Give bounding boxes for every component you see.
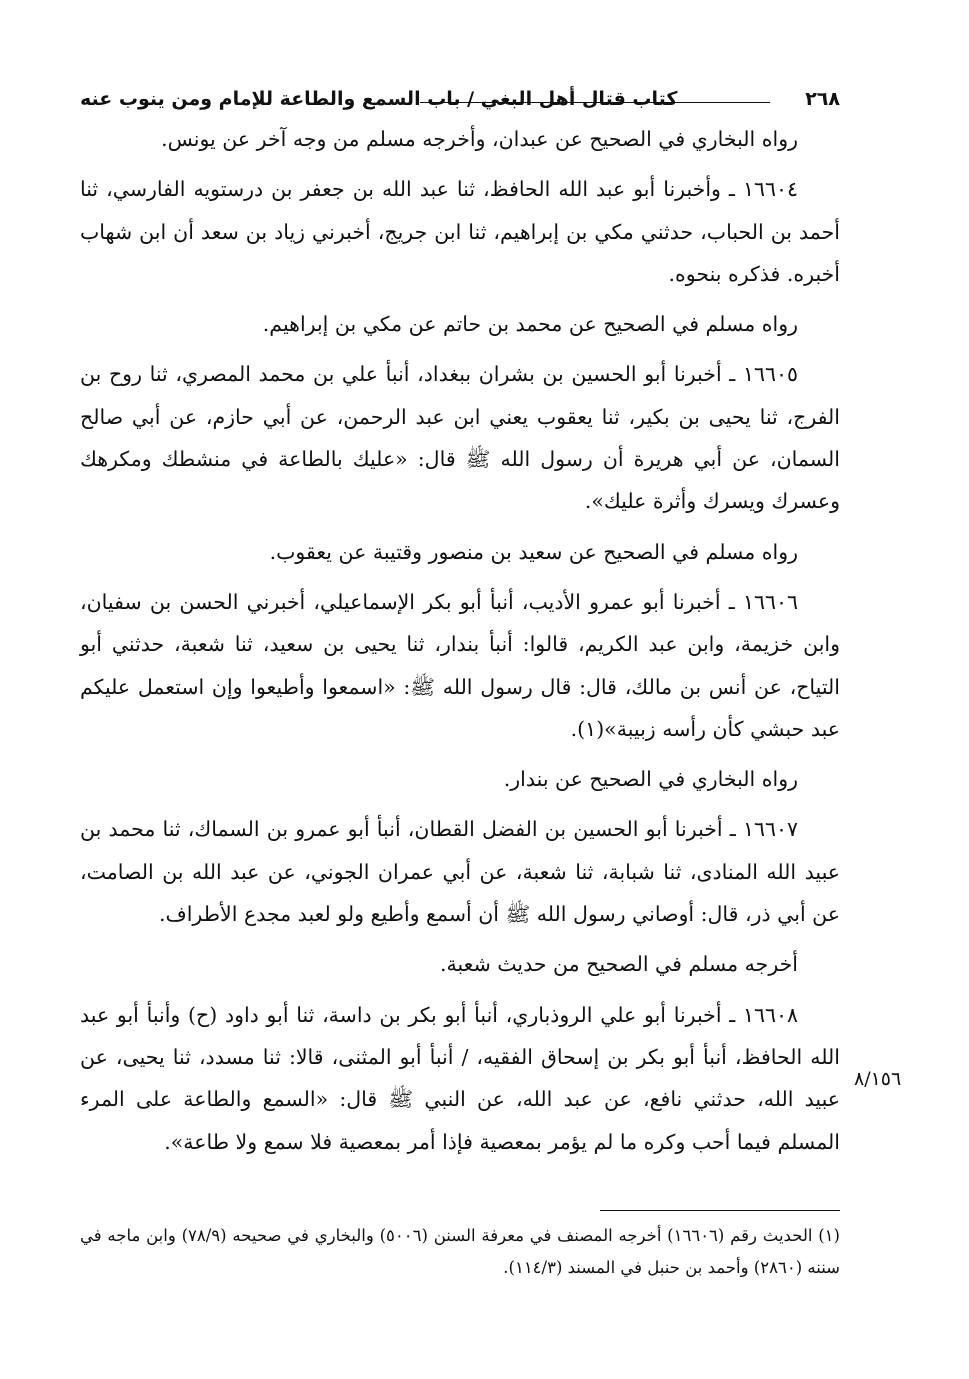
- page-number: ٢٦٨: [805, 88, 840, 110]
- main-text: [80, 118, 840, 1163]
- running-header: [80, 78, 840, 118]
- text-paragraph: رواه مسلم في الصحيح عن محمد بن حاتم عن مكي بن إبراهيم.: [262, 312, 798, 337]
- hadith-16605: ١٦٦٠٥ ـ أخبرنا أبو الحسين بن بشران ببغداد، أنبأ علي بن محمد المصري، ثنا روح بن الفرج، ثنا يحيى بن بكير، ثنا يعقوب يعني ابن عبد الرحمن، عن أبي حازم، عن أبي صالح السمان، عن أبي هريرة أن رسول الله ﷺ قال: «عليك بالطاعة في منشطك ومكرهك وعسرك ويسرك وأثرة عليك».: [80, 362, 840, 514]
- hadith-16606: ١٦٦٠٦ ـ أخبرنا أبو عمرو الأديب، أنبأ أبو بكر الإسماعيلي، أخبرني الحسن بن سفيان، وابن خزيمة، وابن عبد الكريم، قالوا: أنبأ بندار، ثنا يحيى بن سعيد، ثنا شعبة، حدثني أبو التياح، عن أنس بن مالك، قال: قال رسول الله ﷺ: «اسمعوا وأطيعوا وإن استعمل عليكم عبد حبشي كأن رأسه زبيبة»(١).: [80, 589, 840, 741]
- page-body: [80, 78, 840, 1163]
- hadith-16608: ١٦٦٠٨ ـ أخبرنا أبو علي الروذباري، أنبأ أبو بكر بن داسة، ثنا أبو داود (ح) وأنبأ أبو عبد الله الحافظ، أنبأ أبو بكر بن إسحاق الفقيه، / أنبأ أبو المثنى، قالا: ثنا مسدد، ثنا يحيى، عن عبيد الله، حدثني نافع، عن عبد الله، عن النبي ﷺ قال: «السمع والطاعة على المرء المسلم فيما أحب وكره ما لم يؤمر بمعصية فإذا أمر بمعصية فلا سمع ولا طاعة».: [80, 1002, 840, 1154]
- hadith-16607: ١٦٦٠٧ ـ أخبرنا أبو الحسين بن الفضل القطان، أنبأ أبو عمرو بن السماك، ثنا محمد بن عبيد الله المنادى، ثنا شبابة، ثنا شعبة، عن أبي عمران الجوني، عن عبد الله بن الصامت، عن أبي ذر، قال: أوصاني رسول الله ﷺ أن أسمع وأطيع ولو لعبد مجدع الأطراف.: [80, 817, 840, 927]
- running-title: كتاب قتال أهل البغي / باب السمع والطاعة للإمام ومن ينوب عنه: [80, 88, 678, 110]
- footnote-rule: [600, 1210, 840, 1211]
- text-paragraph: رواه البخاري في الصحيح عن عبدان، وأخرجه مسلم من وجه آخر عن يونس.: [161, 127, 798, 151]
- footnote-1: (١) الحديث رقم (١٦٦٠٦) أخرجه المصنف في معرفة السنن (٥٠٠٦) والبخاري في صحيحه (٧٨/٩) وابن ماجه في سننه (٢٨٦٠) وأحمد بن حنبل في المسند (١١٤/٣).: [80, 1226, 840, 1277]
- hadith-16604: ١٦٦٠٤ ـ وأخبرنا أبو عبد الله الحافظ، ثنا عبد الله بن جعفر بن درستويه الفارسي، ثنا أحمد بن الحباب، حدثني مكي بن إبراهيم، ثنا ابن جريج، أخبرني زياد بن سعد أن ابن شهاب أخبره. فذكره بنحوه.: [80, 177, 840, 286]
- text-paragraph: رواه البخاري في الصحيح عن بندار.: [503, 767, 798, 792]
- footnotes: [80, 1220, 840, 1284]
- text-paragraph: أخرجه مسلم في الصحيح من حديث شعبة.: [439, 952, 798, 977]
- margin-volume-page-note: ٨/١٥٦: [854, 1068, 902, 1090]
- text-paragraph: رواه مسلم في الصحيح عن سعيد بن منصور وقتيبة عن يعقوب.: [269, 539, 798, 564]
